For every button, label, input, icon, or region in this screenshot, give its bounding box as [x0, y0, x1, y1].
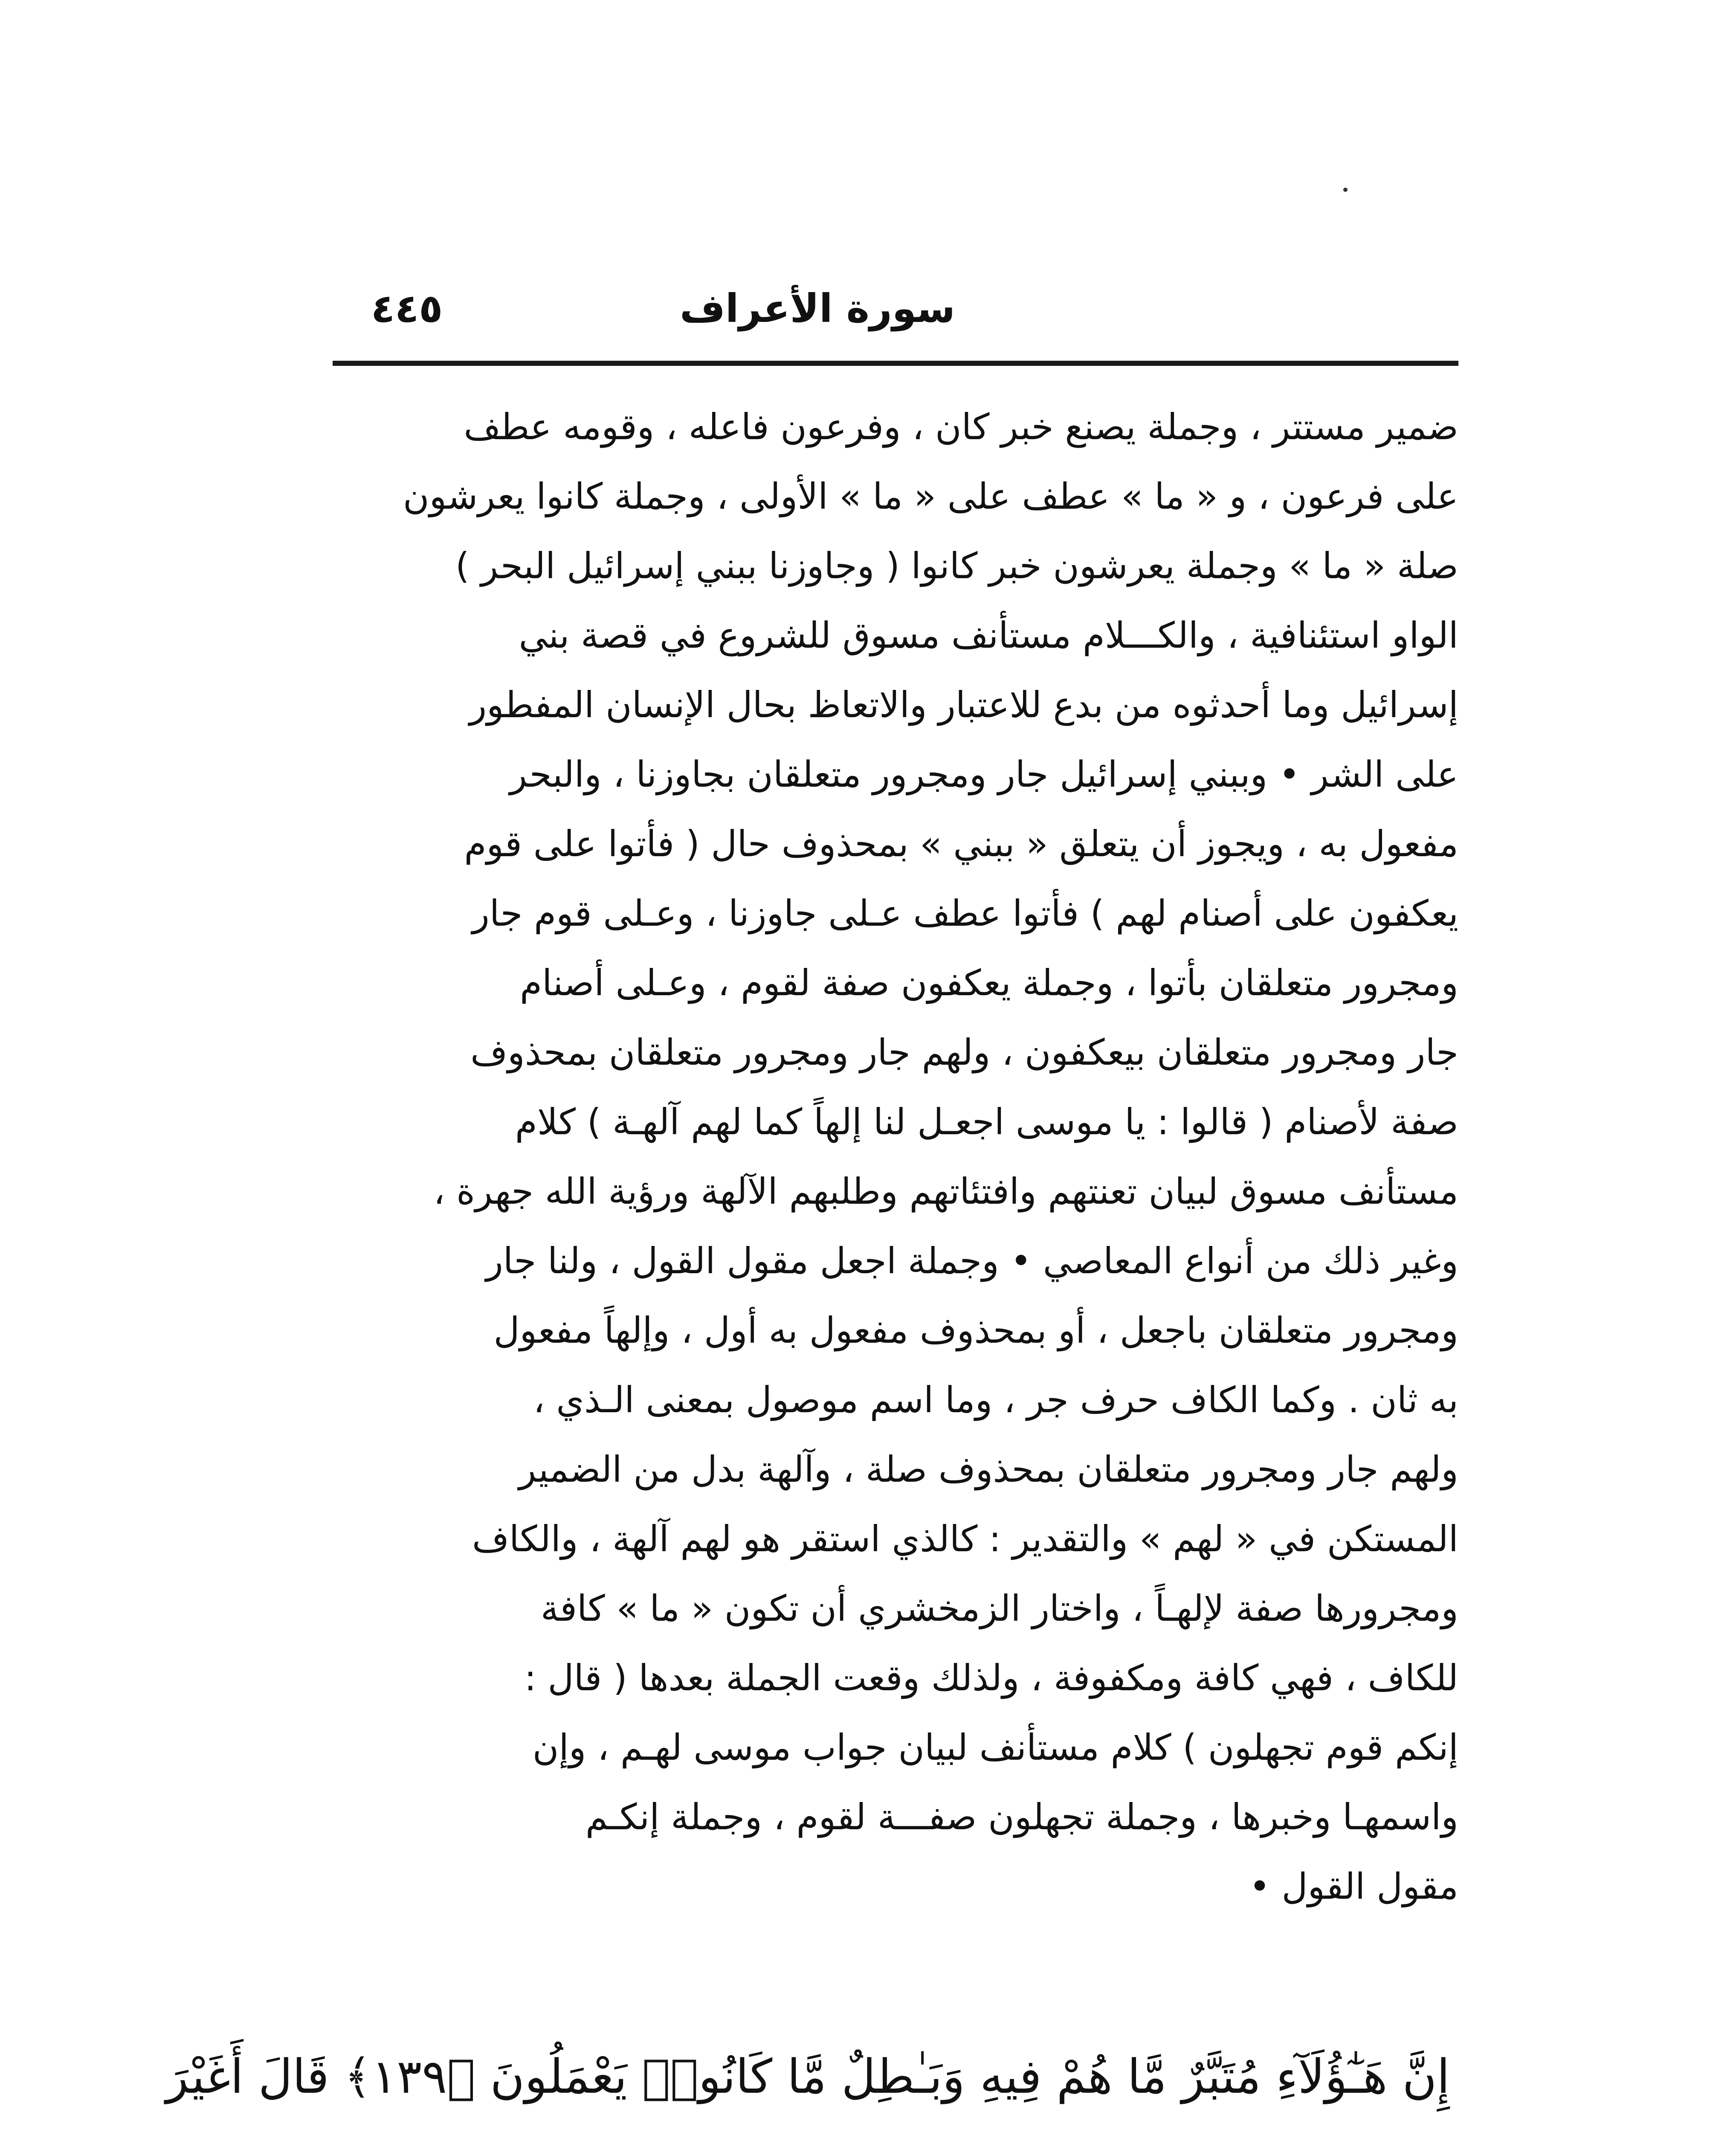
body-line: مستأنف مسوق لبيان تعنتهم وافتئاتهم وطلبهم الآلهة ورؤية الله جهرة ،	[433, 1170, 1458, 1212]
surah-title: سورة الأعراف	[680, 286, 955, 331]
page-header	[333, 273, 1458, 350]
body-line: المستكن في « لهم » والتقدير : كالذي استقر هو لهم آلهة ، والكاف	[472, 1518, 1458, 1560]
body-line: صلة « ما » وجملة يعرشون خبر كانوا ( وجاوزنا ببني إسرائيل البحر )	[455, 545, 1458, 587]
body-line: مفعول به ، ويجوز أن يتعلق « ببني » بمحذوف حال ( فأتوا على قوم	[464, 823, 1458, 865]
body-line: وغير ذلك من أنواع المعاصي • وجملة اجعل مقول القول ، ولنا جار	[486, 1240, 1458, 1282]
body-line: ومجرور متعلقان باجعل ، أو بمحذوف مفعول به أول ، وإلهاً مفعول	[493, 1309, 1458, 1351]
body-text	[333, 392, 1458, 1921]
body-line: جار ومجرور متعلقان بيعكفون ، ولهم جار ومجرور متعلقان بمحذوف	[470, 1031, 1458, 1073]
body-line: مقول القول •	[1249, 1866, 1458, 1907]
body-line: إسرائيل وما أحدثوه من بدع للاعتبار والاتعاظ بحال الإنسان المفطور	[469, 684, 1458, 726]
body-line: للكاف ، فهي كافة ومكفوفة ، ولذلك وقعت الجملة بعدها ( قال :	[524, 1657, 1458, 1699]
header-divider	[333, 361, 1458, 366]
quran-verse: إِنَّ هَـٰٓؤُلَآءِ مُتَبَّرٌ مَّا هُمْ فِيهِ وَبَـٰطِلٌ مَّا كَانُوا۟ يَعْمَلُونَ ﴿١٣٩﴾ قَالَ أَغَيْرَ	[165, 2049, 1450, 2104]
page-number: ٤٤٥	[371, 286, 443, 331]
body-line: إنكم قوم تجهلون ) كلام مستأنف لبيان جواب موسى لهـم ، وإن	[532, 1726, 1458, 1768]
body-line: على فرعون ، و « ما » عطف على « ما » الأولى ، وجملة كانوا يعرشون	[403, 475, 1458, 517]
body-line: به ثان . وكما الكاف حرف جر ، وما اسم موصول بمعنى الـذي ،	[533, 1379, 1458, 1421]
scan-speck	[1343, 188, 1348, 192]
body-line: ومجرور متعلقان بأتوا ، وجملة يعكفون صفة لقوم ، وعـلى أصنام	[520, 962, 1458, 1004]
body-line: ومجرورها صفة لإلهـاً ، واختار الزمخشري أن تكون « ما » كافة	[540, 1587, 1458, 1629]
body-line: ولهم جار ومجرور متعلقان بمحذوف صلة ، وآلهة بدل من الضمير	[519, 1448, 1458, 1490]
body-line: ضمير مستتر ، وجملة يصنع خبر كان ، وفرعون فاعله ، وقومه عطف	[464, 406, 1458, 448]
body-line: على الشر • وببني إسرائيل جار ومجرور متعلقان بجاوزنا ، والبحر	[510, 753, 1458, 795]
body-line: الواو استئنافية ، والكـــلام مستأنف مسوق للشروع في قصة بني	[519, 614, 1458, 656]
body-line: واسمهـا وخبرها ، وجملة تجهلون صفـــة لقوم ، وجملة إنكـم	[585, 1796, 1458, 1838]
body-line: يعكفون على أصنام لهم ) فأتوا عطف عـلى جاوزنا ، وعـلى قوم جار	[472, 892, 1458, 934]
body-line: صفة لأصنام ( قالوا : يا موسى اجعـل لنا إلهاً كما لهم آلهـة ) كلام	[515, 1101, 1458, 1143]
